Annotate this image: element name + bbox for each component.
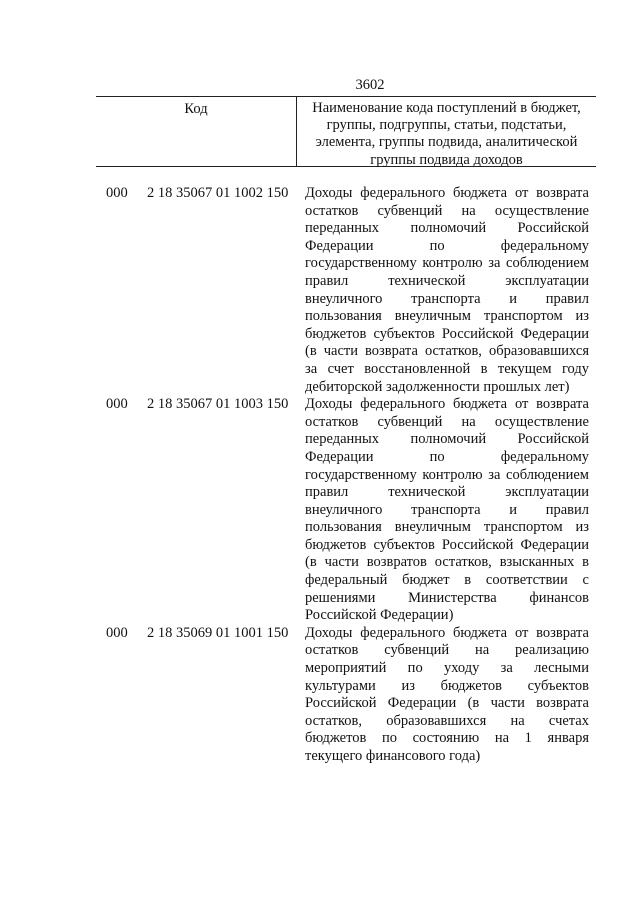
row-admin-code: 000 [106, 396, 128, 413]
row-admin-code: 000 [106, 624, 128, 641]
table-row [0, 185, 640, 396]
table-body [0, 185, 640, 766]
row-admin-code: 000 [106, 185, 128, 201]
header-name-column: Наименование кода поступлений в бюджет, группы, подгруппы, статьи, подстатьи, элемента, группы подвида, аналитической группы подвида доходов [312, 100, 581, 168]
row-revenue-code: 2 18 35067 01 1002 150 [147, 185, 289, 201]
row-revenue-name: Доходы федерального бюджета от возврата остатков субвенций на осуществление переданных полномочий Российской Федерации по федеральному государственному контролю за соблюдением правил технической эксплуатации внеуличного транспорта и правил пользования внеуличным транспортом из бюджетов субъектов Российской Федерации (в части возврата остатков, образовавшихся за счет восстановленной в текущем году дебиторской задолженности прошлых лет) [305, 185, 589, 395]
row-revenue-code: 2 18 35069 01 1001 150 [147, 624, 289, 641]
row-revenue-name: Доходы федерального бюджета от возврата остатков субвенций на осуществление переданных полномочий Российской Федерации по федеральному государственному контролю за соблюдением правил технической эксплуатации внеуличного транспорта и правил пользования внеуличным транспортом из бюджетов субъектов Российской Федерации (в части возвратов остатков, взысканных в федеральный бюджет в соответствии с решениями Министерства финансов Российской Федерации) [305, 396, 589, 624]
table-row [0, 625, 640, 766]
table-header [96, 96, 596, 167]
header-code-column: Код [96, 97, 297, 166]
row-revenue-name: Доходы федерального бюджета от возврата остатков субвенций на реализацию мероприятий по уходу за лесными культурами из бюджетов субъектов Российской Федерации (в части возврата остатков, образовавшихся на счетах бюджетов по состоянию на 1 января текущего финансового года) [305, 624, 589, 764]
page-number: 3602 [355, 77, 385, 93]
table-row [0, 396, 640, 625]
row-revenue-code: 2 18 35067 01 1003 150 [147, 396, 289, 413]
